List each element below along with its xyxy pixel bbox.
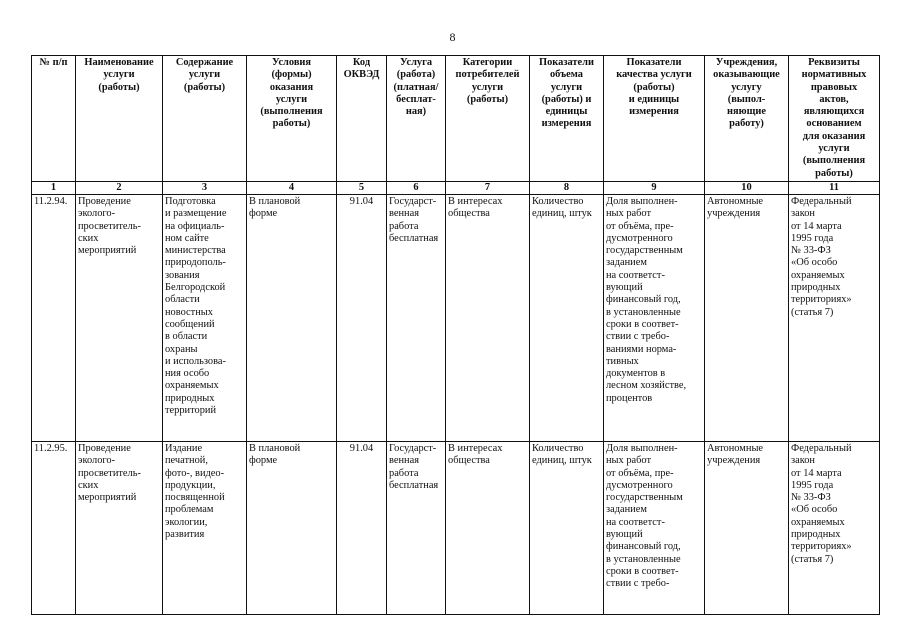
column-number: 9 <box>604 181 705 194</box>
header-service-name: Наименование услуги (работы) <box>76 56 163 182</box>
header-volume-indicators: Показатели объема услуги (работы) и единицы измерения <box>530 56 604 182</box>
header-paid-free: Услуга (работа) (платная/ бесплат- ная) <box>387 56 446 182</box>
header-consumers: Категории потребителей услуги (работы) <box>446 56 530 182</box>
header-row <box>32 56 880 182</box>
header-okved: Код ОКВЭД <box>337 56 387 182</box>
row-number: 11.2.95. <box>32 441 76 614</box>
service-content: Подготовка и размещение на официаль- ном сайте министерства природополь- зования Белгородской области новостных сообщений в области охраны и использова- ния особо охраняемых природных территорий <box>163 194 247 441</box>
service-conditions: В плановой форме <box>247 441 337 614</box>
column-number: 2 <box>76 181 163 194</box>
column-number: 3 <box>163 181 247 194</box>
service-name: Проведение эколого- просветитель- ских мероприятий <box>76 194 163 441</box>
header-num: № п/п <box>32 56 76 182</box>
column-number: 5 <box>337 181 387 194</box>
services-table <box>31 55 880 615</box>
quality-indicator: Доля выполнен- ных работ от объёма, пре- дусмотренного государственным заданием на соответст- вующий финансовый год, в установленные сроки в соответ- ствии с требо- ваниями норма- тивных документов в лесном хозяйстве, процентов <box>604 194 705 441</box>
institution-type: Автономные учреждения <box>705 441 789 614</box>
column-number: 4 <box>247 181 337 194</box>
column-number: 6 <box>387 181 446 194</box>
header-institutions: Учреждения, оказывающие услугу (выпол- няющие работу) <box>705 56 789 182</box>
header-service-content: Содержание услуги (работы) <box>163 56 247 182</box>
quality-indicator: Доля выполнен- ных работ от объёма, пре- дусмотренного государственным заданием на соответст- вующий финансовый год, в установленные сроки в соответ- ствии с требо- <box>604 441 705 614</box>
okved-code: 91.04 <box>337 194 387 441</box>
okved-code: 91.04 <box>337 441 387 614</box>
column-number: 11 <box>789 181 880 194</box>
header-quality-indicators: Показатели качества услуги (работы) и единицы измерения <box>604 56 705 182</box>
column-number: 7 <box>446 181 530 194</box>
column-number: 10 <box>705 181 789 194</box>
row-number: 11.2.94. <box>32 194 76 441</box>
volume-indicator: Количество единиц, штук <box>530 194 604 441</box>
consumer-category: В интересах общества <box>446 194 530 441</box>
service-content: Издание печатной, фото-, видео- продукции, посвященной проблемам экологии, развития <box>163 441 247 614</box>
column-number: 8 <box>530 181 604 194</box>
legal-basis: Федеральный закон от 14 марта 1995 года № 33-ФЗ «Об особо охраняемых природных территориях» (статья 7) <box>789 441 880 614</box>
service-conditions: В плановой форме <box>247 194 337 441</box>
table-row <box>32 194 880 441</box>
column-number: 1 <box>32 181 76 194</box>
page-number: 8 <box>449 30 456 44</box>
consumer-category: В интересах общества <box>446 441 530 614</box>
paid-free: Государст- венная работа бесплатная <box>387 441 446 614</box>
legal-basis: Федеральный закон от 14 марта 1995 года № 33-ФЗ «Об особо охраняемых природных территориях» (статья 7) <box>789 194 880 441</box>
paid-free: Государст- венная работа бесплатная <box>387 194 446 441</box>
header-legal-acts: Реквизиты нормативных правовых актов, являющихся основанием для оказания услуги (выполнения работы) <box>789 56 880 182</box>
volume-indicator: Количество единиц, штук <box>530 441 604 614</box>
column-numbers-row <box>32 181 880 194</box>
institution-type: Автономные учреждения <box>705 194 789 441</box>
service-name: Проведение эколого- просветитель- ских мероприятий <box>76 441 163 614</box>
header-conditions: Условия (формы) оказания услуги (выполнения работы) <box>247 56 337 182</box>
table-row <box>32 441 880 614</box>
